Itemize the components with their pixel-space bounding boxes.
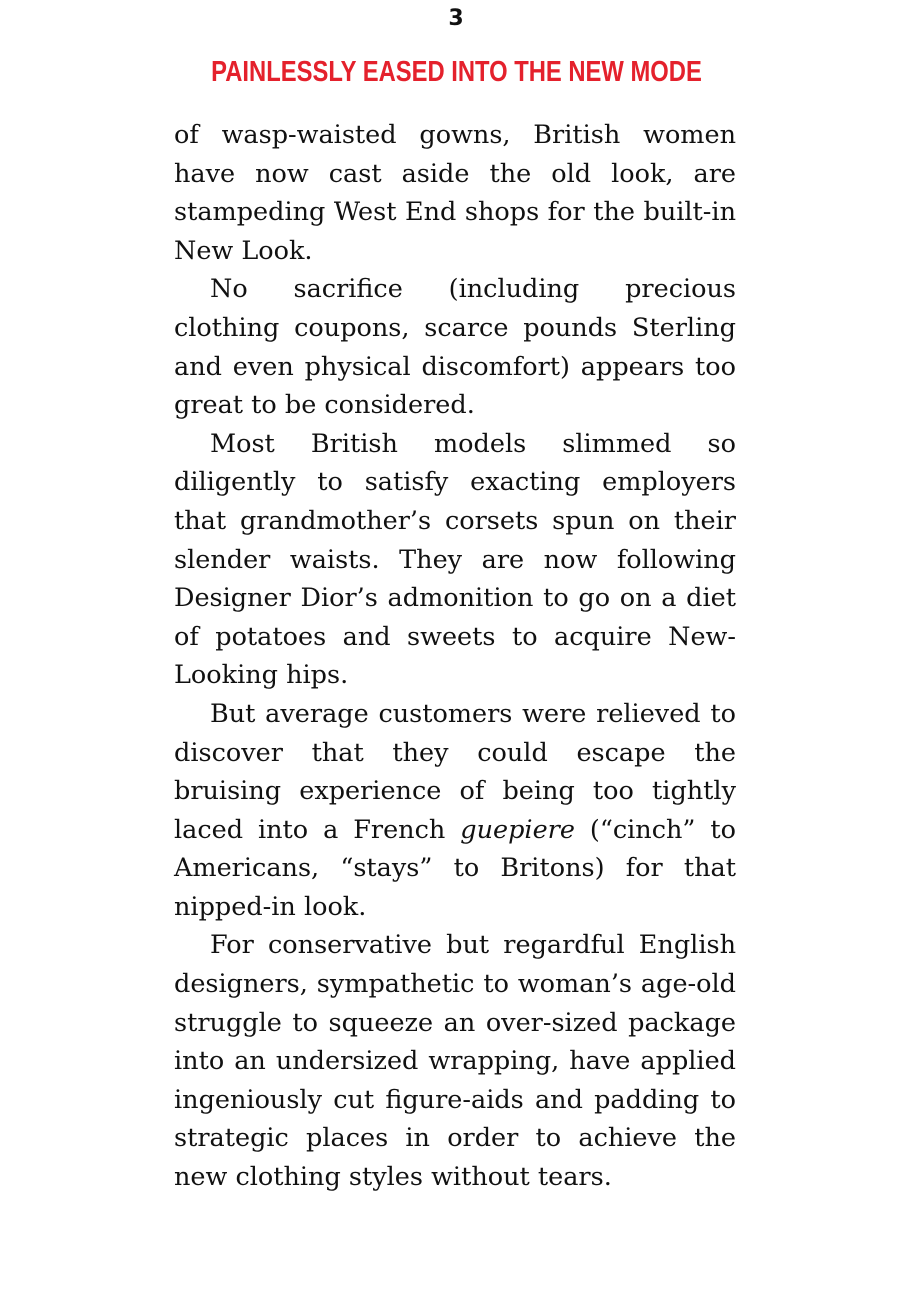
paragraph-4-italic-word: guepiere (460, 814, 575, 845)
paragraph-4 (174, 695, 736, 927)
article-body (174, 116, 736, 1197)
paragraph-2: No sacrifice (including precious clothing coupons, scarce pounds Sterling and even physical discomfort) appears too great to be considered. (174, 274, 736, 421)
paragraph-5: For conservative but regardful English designers, sympathetic to woman’s age-old struggle to squeeze an over-sized package into an undersized wrapping, have applied ingeniously cut figure-aids and padding to strategic places in order to achieve the new clothing styles without tears. (174, 930, 736, 1193)
paragraph-4-text-after: (“cinch” to Americans, “stays” to Britons) for that nipped-in look. (174, 814, 736, 922)
paragraph-4-text-before: But average customers were relieved to discover that they could escape the bruising experience of being too tightly laced into a French (174, 698, 736, 845)
headline: PAINLESSLY EASED INTO THE NEW MODE (211, 56, 702, 88)
paragraph-1: of wasp-waisted gowns, British women have now cast aside the old look, are stampeding West End shops for the built-in New Look. (174, 120, 736, 266)
paragraph-3: Most British models slimmed so diligently to satisfy exacting employers that grandmother’s corsets spun on their slender waists. They are now following Designer Dior’s admonition to go on a diet of potatoes and sweets to acquire New-Looking hips. (174, 428, 736, 691)
page-number: 3 (448, 6, 465, 31)
